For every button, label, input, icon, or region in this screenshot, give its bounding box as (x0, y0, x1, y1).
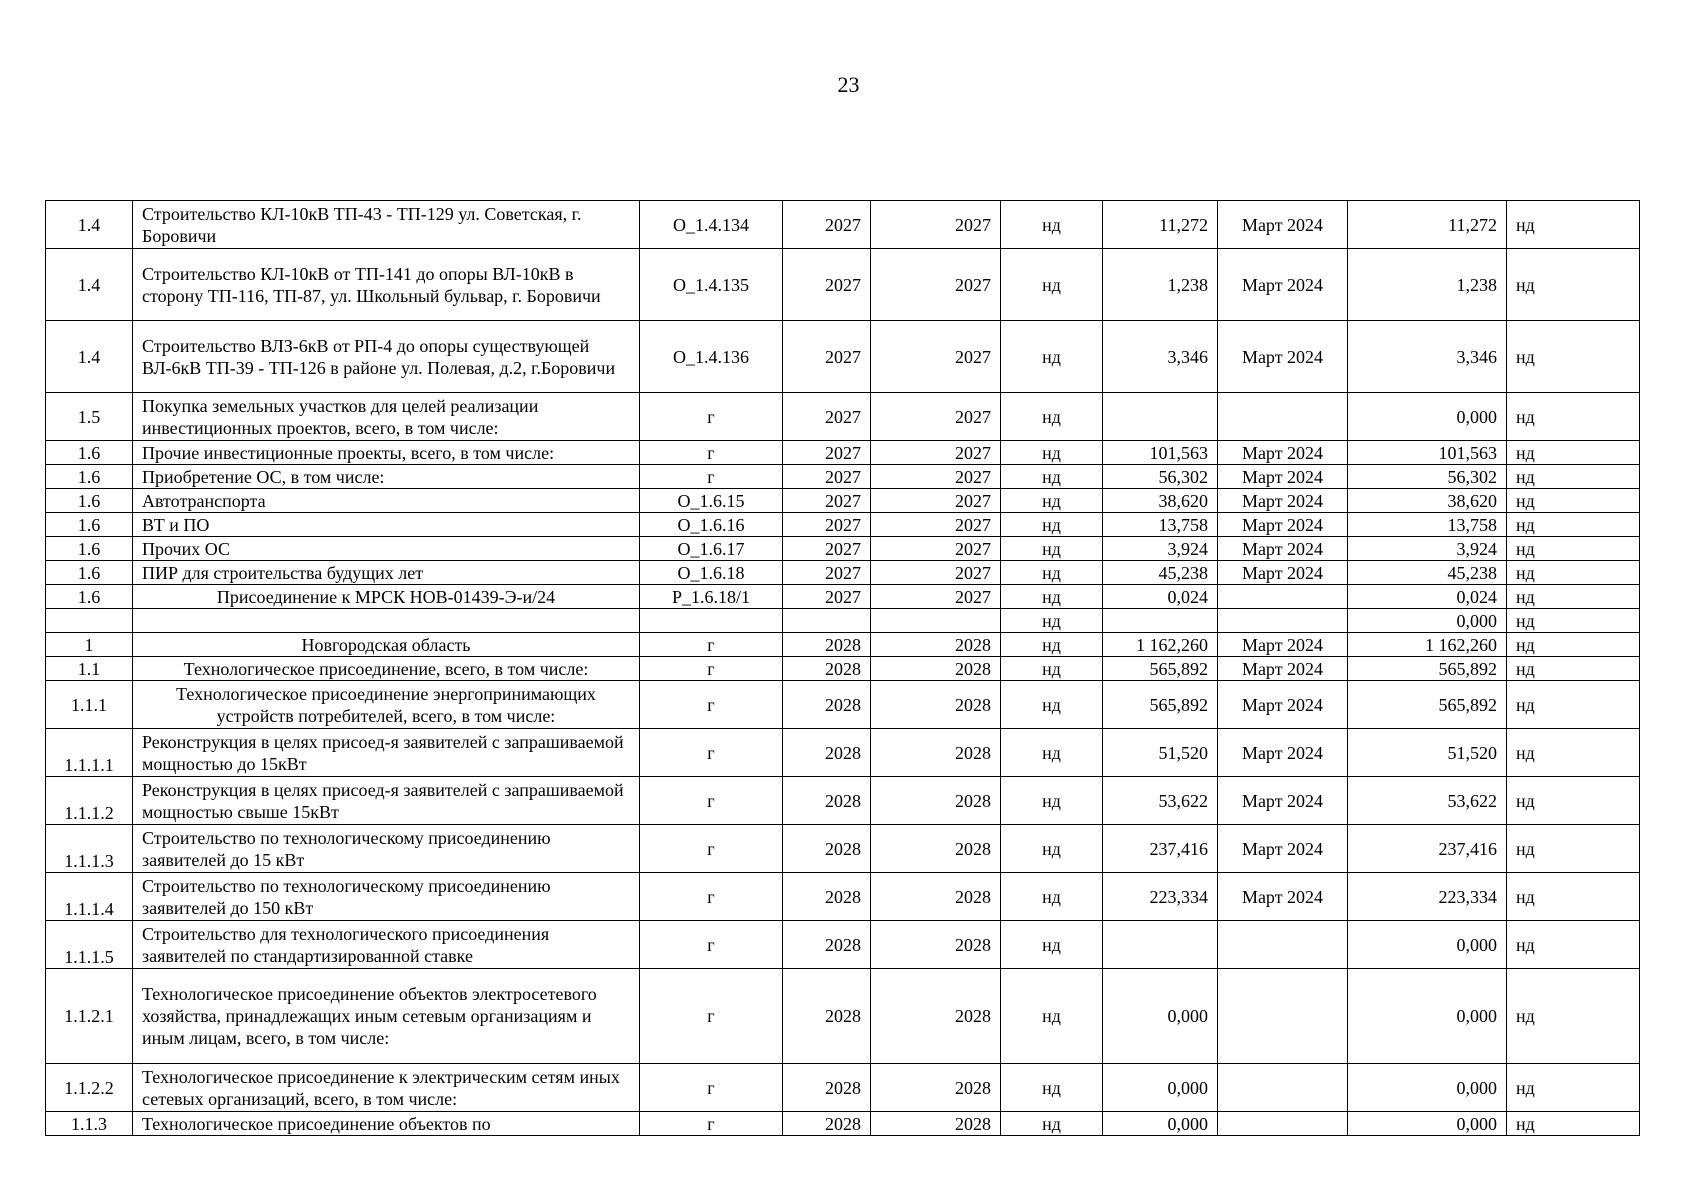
row-name: Строительство по технологическому присоединению заявителей до 150 кВт (133, 873, 640, 921)
row-year-start: 2027 (783, 465, 871, 489)
row-year-end: 2028 (871, 1112, 1001, 1136)
table-row (46, 1112, 1640, 1136)
row-year-end: 2027 (871, 441, 1001, 465)
row-price-date (1218, 393, 1348, 441)
row-price-date: Март 2024 (1218, 465, 1348, 489)
row-year-start: 2027 (783, 249, 871, 321)
row-nd: нд (1001, 1112, 1103, 1136)
row-id: О_1.4.134 (640, 201, 783, 249)
row-price-date: Март 2024 (1218, 537, 1348, 561)
row-year-end: 2027 (871, 489, 1001, 513)
row-price-date: Март 2024 (1218, 513, 1348, 537)
row-name: Присоединение к МРСК НОВ-01439-Э-и/24 (133, 585, 640, 609)
row-total: 45,238 (1348, 561, 1507, 585)
row-name: Покупка земельных участков для целей реализации инвестиционных проектов, всего, в том числе: (133, 393, 640, 441)
row-total: 0,024 (1348, 585, 1507, 609)
table-row (46, 777, 1640, 825)
row-name: Строительство КЛ-10кВ от ТП-141 до опоры ВЛ-10кВ в сторону ТП-116, ТП-87, ул. Школьный бульвар, г. Боровичи (133, 249, 640, 321)
row-id: г (640, 657, 783, 681)
row-value (1103, 609, 1218, 633)
row-price-date (1218, 609, 1348, 633)
row-code: 1.6 (46, 537, 133, 561)
row-nd: нд (1001, 921, 1103, 969)
row-year-start: 2028 (783, 657, 871, 681)
row-price-date: Март 2024 (1218, 873, 1348, 921)
row-value: 101,563 (1103, 441, 1218, 465)
row-year-end: 2027 (871, 201, 1001, 249)
row-year-start (783, 609, 871, 633)
row-name: Технологическое присоединение, всего, в том числе: (133, 657, 640, 681)
row-total: 237,416 (1348, 825, 1507, 873)
row-last: нд (1507, 1064, 1640, 1112)
row-year-start: 2028 (783, 825, 871, 873)
row-last: нд (1507, 657, 1640, 681)
row-total: 13,758 (1348, 513, 1507, 537)
row-total: 565,892 (1348, 657, 1507, 681)
table-body (46, 201, 1640, 1136)
row-price-date: Март 2024 (1218, 321, 1348, 393)
row-year-end: 2027 (871, 561, 1001, 585)
row-price-date: Март 2024 (1218, 633, 1348, 657)
row-last: нд (1507, 825, 1640, 873)
row-id: г (640, 465, 783, 489)
row-last: нд (1507, 249, 1640, 321)
row-name: Технологическое присоединение энергопринимающих устройств потребителей, всего, в том числе: (133, 681, 640, 729)
row-year-end: 2027 (871, 249, 1001, 321)
row-value: 0,000 (1103, 1112, 1218, 1136)
row-last: нд (1507, 465, 1640, 489)
row-total: 3,346 (1348, 321, 1507, 393)
row-total: 0,000 (1348, 393, 1507, 441)
row-total: 0,000 (1348, 1112, 1507, 1136)
row-value: 237,416 (1103, 825, 1218, 873)
row-code: 1.1.1.4 (46, 873, 133, 921)
row-nd: нд (1001, 657, 1103, 681)
row-last: нд (1507, 1112, 1640, 1136)
table-row (46, 921, 1640, 969)
row-code: 1.1.1 (46, 681, 133, 729)
row-year-start: 2028 (783, 681, 871, 729)
row-year-start: 2027 (783, 561, 871, 585)
row-name: Технологическое присоединение объектов электросетевого хозяйства, принадлежащих иным сетевым организациям и иным лицам, всего, в том числе: (133, 969, 640, 1064)
row-total: 1 162,260 (1348, 633, 1507, 657)
row-nd: нд (1001, 729, 1103, 777)
page-number: 23 (837, 72, 860, 97)
row-nd: нд (1001, 249, 1103, 321)
row-year-end: 2027 (871, 585, 1001, 609)
row-total: 0,000 (1348, 921, 1507, 969)
row-name: Реконструкция в целях присоед-я заявителей с запрашиваемой мощностью до 15кВт (133, 729, 640, 777)
row-code: 1.6 (46, 441, 133, 465)
row-value: 38,620 (1103, 489, 1218, 513)
row-price-date: Март 2024 (1218, 561, 1348, 585)
row-code: 1.4 (46, 321, 133, 393)
table-row (46, 969, 1640, 1064)
row-year-start: 2028 (783, 633, 871, 657)
row-id: г (640, 921, 783, 969)
row-code: 1.1.3 (46, 1112, 133, 1136)
row-year-end: 2028 (871, 633, 1001, 657)
table-row (46, 393, 1640, 441)
row-name: Строительство для технологического присоединения заявителей по стандартизированной ставке (133, 921, 640, 969)
row-year-end (871, 609, 1001, 633)
table-row (46, 321, 1640, 393)
row-price-date: Март 2024 (1218, 249, 1348, 321)
row-code: 1.1.1.2 (46, 777, 133, 825)
row-last: нд (1507, 441, 1640, 465)
row-year-start: 2028 (783, 969, 871, 1064)
row-code: 1.4 (46, 249, 133, 321)
row-total: 0,000 (1348, 969, 1507, 1064)
row-price-date: Март 2024 (1218, 201, 1348, 249)
row-code: 1.6 (46, 585, 133, 609)
row-year-end: 2028 (871, 1064, 1001, 1112)
row-id: О_1.4.136 (640, 321, 783, 393)
row-nd: нд (1001, 681, 1103, 729)
row-year-end: 2028 (871, 777, 1001, 825)
row-year-start: 2027 (783, 393, 871, 441)
row-year-start: 2027 (783, 585, 871, 609)
row-year-start: 2027 (783, 321, 871, 393)
row-total: 0,000 (1348, 1064, 1507, 1112)
row-name: Новгородская область (133, 633, 640, 657)
row-id: О_1.6.16 (640, 513, 783, 537)
row-price-date (1218, 1112, 1348, 1136)
row-year-start: 2028 (783, 1112, 871, 1136)
row-total: 101,563 (1348, 441, 1507, 465)
row-total: 565,892 (1348, 681, 1507, 729)
row-last: нд (1507, 513, 1640, 537)
row-value: 11,272 (1103, 201, 1218, 249)
row-value: 3,346 (1103, 321, 1218, 393)
row-last: нд (1507, 561, 1640, 585)
row-last: нд (1507, 969, 1640, 1064)
row-year-end: 2028 (871, 825, 1001, 873)
row-last: нд (1507, 201, 1640, 249)
row-value (1103, 921, 1218, 969)
table-row (46, 201, 1640, 249)
row-id: О_1.6.17 (640, 537, 783, 561)
investment-table (45, 200, 1640, 1136)
row-value: 1,238 (1103, 249, 1218, 321)
row-last: нд (1507, 681, 1640, 729)
row-last: нд (1507, 585, 1640, 609)
row-total: 3,924 (1348, 537, 1507, 561)
table-row (46, 465, 1640, 489)
row-nd: нд (1001, 777, 1103, 825)
row-nd: нд (1001, 441, 1103, 465)
table-row (46, 489, 1640, 513)
row-value: 56,302 (1103, 465, 1218, 489)
row-year-start: 2028 (783, 921, 871, 969)
row-price-date: Март 2024 (1218, 729, 1348, 777)
row-id: г (640, 825, 783, 873)
row-total: 38,620 (1348, 489, 1507, 513)
row-year-end: 2027 (871, 537, 1001, 561)
row-total: 56,302 (1348, 465, 1507, 489)
row-id: г (640, 441, 783, 465)
row-price-date: Март 2024 (1218, 657, 1348, 681)
table-row (46, 513, 1640, 537)
row-year-end: 2027 (871, 513, 1001, 537)
row-last: нд (1507, 537, 1640, 561)
row-nd: нд (1001, 489, 1103, 513)
row-total: 53,622 (1348, 777, 1507, 825)
row-value: 0,024 (1103, 585, 1218, 609)
row-price-date: Март 2024 (1218, 777, 1348, 825)
row-name: Прочих ОС (133, 537, 640, 561)
row-code: 1.1 (46, 657, 133, 681)
row-code: 1.1.1.5 (46, 921, 133, 969)
row-year-start: 2027 (783, 441, 871, 465)
row-value: 0,000 (1103, 969, 1218, 1064)
row-last: нд (1507, 633, 1640, 657)
row-name: ПИР для строительства будущих лет (133, 561, 640, 585)
row-last: нд (1507, 873, 1640, 921)
row-name: Строительство КЛ-10кВ ТП-43 - ТП-129 ул. Советская, г. Боровичи (133, 201, 640, 249)
row-id: г (640, 873, 783, 921)
row-value: 3,924 (1103, 537, 1218, 561)
row-year-end: 2028 (871, 657, 1001, 681)
row-year-end: 2027 (871, 321, 1001, 393)
table-row (46, 537, 1640, 561)
row-code: 1.6 (46, 465, 133, 489)
row-price-date: Март 2024 (1218, 681, 1348, 729)
table-row (46, 657, 1640, 681)
table-row (46, 561, 1640, 585)
row-code: 1.6 (46, 561, 133, 585)
row-code: 1.1.2.1 (46, 969, 133, 1064)
row-year-start: 2027 (783, 537, 871, 561)
row-last: нд (1507, 321, 1640, 393)
row-year-end: 2028 (871, 969, 1001, 1064)
row-nd: нд (1001, 609, 1103, 633)
row-year-start: 2028 (783, 873, 871, 921)
row-nd: нд (1001, 201, 1103, 249)
row-nd: нд (1001, 633, 1103, 657)
row-nd: нд (1001, 825, 1103, 873)
row-id: г (640, 729, 783, 777)
row-price-date (1218, 585, 1348, 609)
row-id: О_1.4.135 (640, 249, 783, 321)
row-nd: нд (1001, 321, 1103, 393)
row-name: Строительство по технологическому присоединению заявителей до 15 кВт (133, 825, 640, 873)
row-id: г (640, 633, 783, 657)
table-row (46, 609, 1640, 633)
row-price-date: Март 2024 (1218, 825, 1348, 873)
row-code: 1.6 (46, 489, 133, 513)
row-name (133, 609, 640, 633)
row-id: г (640, 1112, 783, 1136)
row-price-date (1218, 969, 1348, 1064)
row-price-date: Март 2024 (1218, 489, 1348, 513)
row-year-start: 2027 (783, 513, 871, 537)
row-last: нд (1507, 489, 1640, 513)
row-price-date: Март 2024 (1218, 441, 1348, 465)
row-value: 45,238 (1103, 561, 1218, 585)
row-price-date (1218, 1064, 1348, 1112)
row-last: нд (1507, 609, 1640, 633)
table-row (46, 633, 1640, 657)
row-value: 53,622 (1103, 777, 1218, 825)
row-nd: нд (1001, 393, 1103, 441)
table-row (46, 825, 1640, 873)
row-nd: нд (1001, 465, 1103, 489)
row-value: 223,334 (1103, 873, 1218, 921)
row-total: 223,334 (1348, 873, 1507, 921)
row-nd: нд (1001, 1064, 1103, 1112)
row-name: Реконструкция в целях присоед-я заявителей с запрашиваемой мощностью свыше 15кВт (133, 777, 640, 825)
row-price-date (1218, 921, 1348, 969)
row-name: Технологическое присоединение к электрическим сетям иных сетевых организаций, всего, в том числе: (133, 1064, 640, 1112)
row-code: 1.6 (46, 513, 133, 537)
table-row (46, 729, 1640, 777)
row-value: 51,520 (1103, 729, 1218, 777)
row-id: г (640, 1064, 783, 1112)
row-id: г (640, 681, 783, 729)
row-value: 13,758 (1103, 513, 1218, 537)
row-last: нд (1507, 729, 1640, 777)
row-year-start: 2027 (783, 201, 871, 249)
row-code: 1.5 (46, 393, 133, 441)
row-id: г (640, 777, 783, 825)
row-name: Прочие инвестиционные проекты, всего, в том числе: (133, 441, 640, 465)
row-year-end: 2027 (871, 393, 1001, 441)
row-code: 1.1.1.1 (46, 729, 133, 777)
row-code (46, 609, 133, 633)
row-id: г (640, 393, 783, 441)
row-name: Приобретение ОС, в том числе: (133, 465, 640, 489)
table-row (46, 1064, 1640, 1112)
row-total: 0,000 (1348, 609, 1507, 633)
table-row (46, 249, 1640, 321)
row-value (1103, 393, 1218, 441)
table-row (46, 585, 1640, 609)
row-nd: нд (1001, 873, 1103, 921)
row-code: 1.1.2.2 (46, 1064, 133, 1112)
row-value: 565,892 (1103, 657, 1218, 681)
row-name: Строительство ВЛЗ-6кВ от РП-4 до опоры существующей ВЛ-6кВ ТП-39 - ТП-126 в районе ул. Полевая, д.2, г.Боровичи (133, 321, 640, 393)
row-id (640, 609, 783, 633)
row-year-start: 2028 (783, 1064, 871, 1112)
row-year-end: 2028 (871, 681, 1001, 729)
row-last: нд (1507, 777, 1640, 825)
row-value: 1 162,260 (1103, 633, 1218, 657)
row-nd: нд (1001, 969, 1103, 1064)
row-last: нд (1507, 921, 1640, 969)
table-row (46, 681, 1640, 729)
row-code: 1 (46, 633, 133, 657)
row-id: О_1.6.18 (640, 561, 783, 585)
row-name: Технологическое присоединение объектов по (133, 1112, 640, 1136)
row-year-end: 2028 (871, 873, 1001, 921)
row-name: ВТ и ПО (133, 513, 640, 537)
row-nd: нд (1001, 537, 1103, 561)
row-id: г (640, 969, 783, 1064)
row-code: 1.4 (46, 201, 133, 249)
row-year-end: 2028 (871, 921, 1001, 969)
row-year-start: 2028 (783, 777, 871, 825)
table-row (46, 873, 1640, 921)
row-code: 1.1.1.3 (46, 825, 133, 873)
row-id: О_1.6.15 (640, 489, 783, 513)
row-total: 51,520 (1348, 729, 1507, 777)
row-nd: нд (1001, 585, 1103, 609)
row-year-start: 2028 (783, 729, 871, 777)
table-row (46, 441, 1640, 465)
row-year-start: 2027 (783, 489, 871, 513)
row-year-end: 2027 (871, 465, 1001, 489)
row-year-end: 2028 (871, 729, 1001, 777)
row-value: 565,892 (1103, 681, 1218, 729)
row-nd: нд (1001, 513, 1103, 537)
row-total: 11,272 (1348, 201, 1507, 249)
row-value: 0,000 (1103, 1064, 1218, 1112)
row-name: Автотранспорта (133, 489, 640, 513)
row-last: нд (1507, 393, 1640, 441)
row-nd: нд (1001, 561, 1103, 585)
row-total: 1,238 (1348, 249, 1507, 321)
row-id: Р_1.6.18/1 (640, 585, 783, 609)
